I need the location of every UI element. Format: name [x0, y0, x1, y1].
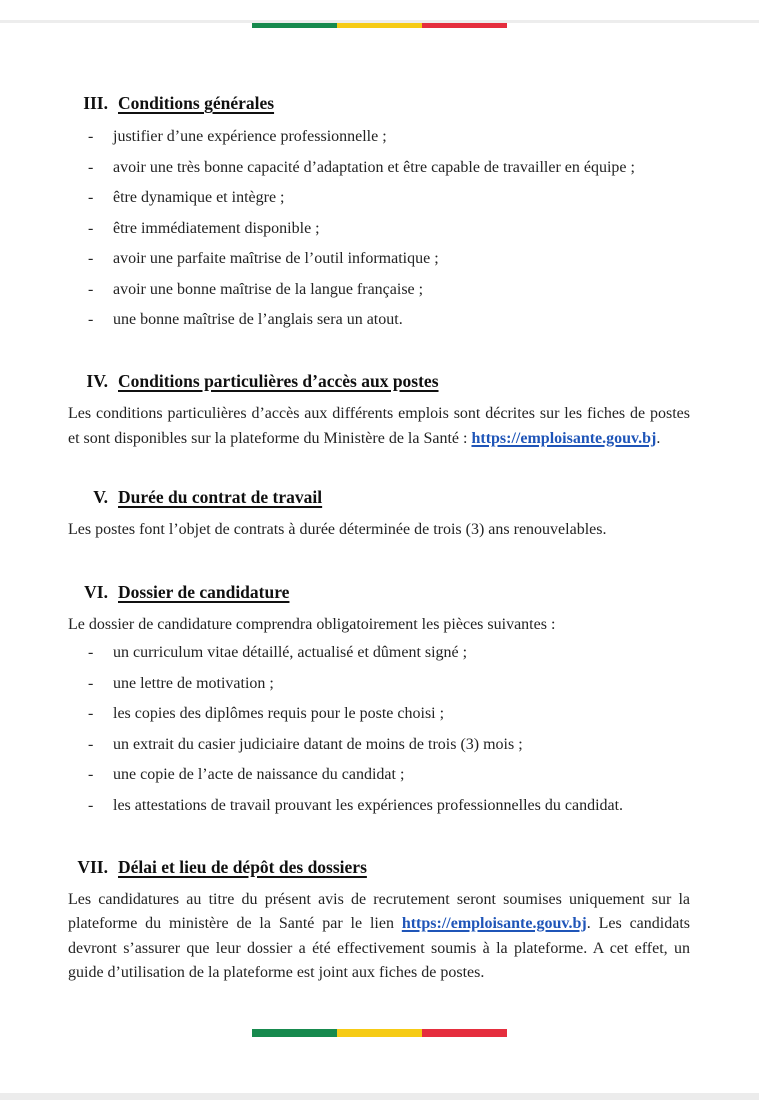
section-number: VI. [84, 581, 108, 602]
dash-marker: - [88, 280, 94, 298]
list-item-text: une lettre de motivation ; [113, 674, 274, 692]
section-number: VII. [77, 856, 108, 877]
list-item-text: une bonne maîtrise de l’anglais sera un atout. [113, 311, 403, 328]
emploisante-link[interactable]: https://emploisante.gouv.bj [471, 429, 657, 447]
dash-marker: - [88, 766, 94, 783]
dash-marker: - [88, 128, 94, 145]
list-item-text: avoir une bonne maîtrise de la langue française ; [113, 280, 424, 298]
dash-marker: - [88, 189, 94, 206]
section-title: Délai et lieu de dépôt des dossiers [118, 856, 367, 877]
list-item [68, 280, 690, 300]
list-item-text: un extrait du casier judiciaire datant de moins de trois (3) mois ; [113, 735, 523, 753]
dash-marker: - [88, 674, 94, 692]
section-vii-paragraph [68, 888, 690, 986]
list-item [68, 765, 690, 785]
section-title: Durée du contrat de travail [118, 487, 323, 507]
list-item-text: les attestations de travail prouvant les expériences professionnelles du candidat. [113, 796, 624, 814]
section-number: V. [93, 487, 108, 507]
list-item [68, 249, 690, 269]
list-item [68, 188, 690, 208]
benin-flag-bar-bottom [252, 1029, 508, 1037]
dash-marker: - [88, 158, 94, 176]
section-vii-heading [68, 857, 690, 878]
list-item-text: les copies des diplômes requis pour le poste choisi ; [113, 705, 445, 722]
document-page [0, 20, 759, 1100]
list-item-text: être dynamique et intègre ; [113, 189, 285, 206]
section-vi-intro: Le dossier de candidature comprendra obligatoirement les pièces suivantes : [68, 615, 556, 633]
flag-segment-red [422, 1029, 507, 1037]
dash-marker: - [88, 250, 94, 267]
flag-segment-yellow [337, 1029, 422, 1037]
list-item-text: justifier d’une expérience professionnelle ; [113, 128, 387, 145]
bottom-edge-shadow [0, 1093, 759, 1100]
section-v-paragraph: Les postes font l’objet de contrats à durée déterminée de trois (3) ans renouvelables. [68, 521, 607, 538]
list-item [68, 674, 690, 694]
paragraph-text: . [656, 429, 661, 447]
list-item [68, 796, 690, 816]
list-item [68, 219, 690, 239]
list-item-text: une copie de l’acte de naissance du candidat ; [113, 766, 405, 783]
list-item-text: avoir une parfaite maîtrise de l’outil informatique ; [113, 250, 439, 267]
section-title: Conditions particulières d’accès aux postes [118, 371, 439, 391]
top-edge-shadow [0, 20, 759, 23]
section-number: IV. [86, 371, 108, 391]
list-item [68, 735, 690, 755]
list-item-text: avoir une très bonne capacité d’adaptation et être capable de travailler en équipe ; [113, 158, 635, 176]
list-item-text: un curriculum vitae détaillé, actualisé et dûment signé ; [113, 644, 468, 661]
list-item [68, 127, 690, 147]
list-item [68, 310, 690, 330]
section-title: Conditions générales [118, 93, 275, 113]
list-item [68, 704, 690, 724]
dash-marker: - [88, 796, 94, 814]
flag-segment-green [252, 1029, 337, 1037]
list-item [68, 158, 690, 178]
dash-marker: - [88, 644, 94, 661]
paragraph-text: . Les candidats devront s’assurer que leur dossier a été effectivement soumis à la plateforme. A cet effet, un guide d’utilisation de la plateforme est joint aux fiches de postes. [68, 915, 690, 981]
dash-marker: - [88, 705, 94, 722]
emploisante-link[interactable]: https://emploisante.gouv.bj [401, 915, 587, 932]
list-item [68, 643, 690, 663]
section-vi-heading [68, 582, 690, 603]
section-title: Dossier de candidature [118, 581, 290, 602]
section-v-heading [68, 487, 690, 508]
dash-marker: - [88, 735, 94, 753]
section-number: III. [83, 93, 108, 113]
section-vi-list [68, 643, 690, 816]
section-iv-paragraph [68, 402, 690, 451]
paragraph-text: Les conditions particulières d’accès aux différents emplois sont décrites sur les fiches de postes et sont disponibles sur la plateforme du Ministère de la Santé : [68, 405, 690, 447]
section-iii-list [68, 127, 690, 330]
document-body [68, 93, 690, 986]
list-item-text: être immédiatement disponible ; [113, 219, 320, 237]
dash-marker: - [88, 219, 94, 237]
section-iii-heading [68, 93, 690, 114]
section-iv-heading [68, 371, 690, 392]
paragraph-text: Les candidatures au titre du présent avis de recrutement seront soumises uniquement sur la plateforme du ministère de la Santé par le lien [68, 890, 690, 932]
dash-marker: - [88, 311, 94, 328]
